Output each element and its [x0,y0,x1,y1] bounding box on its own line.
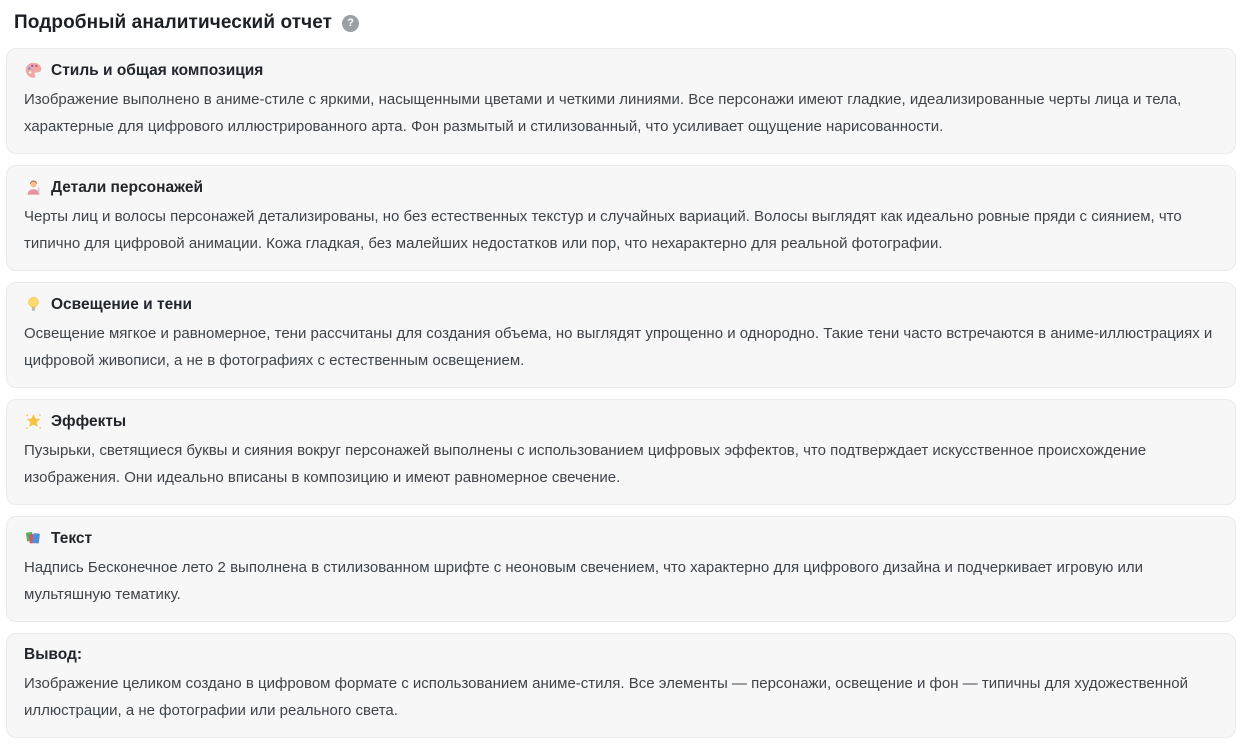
section-title: Детали персонажей [51,178,203,196]
section-heading-row [24,412,1218,431]
section-style-composition [6,48,1236,154]
help-icon[interactable]: ? [342,15,359,32]
section-body: Изображение выполнено в аниме-стиле с яркими, насыщенными цветами и четкими линиями. Все персонажи имеют гладкие, идеализированные черты лица и тела, характерные для цифрового иллюстрированного арта. Фон размытый и стилизованный, что усиливает ощущение нарисованности. [24,91,1182,135]
section-text [6,516,1236,622]
section-lighting-shadows [6,282,1236,388]
section-conclusion [6,633,1236,738]
section-heading-row [24,646,1218,664]
artist-person-icon [24,178,43,197]
section-heading-row [24,295,1218,314]
section-title: Стиль и общая композиция [51,61,264,79]
report-header [6,10,1236,48]
section-heading-row [24,178,1218,197]
section-heading-row [24,61,1218,80]
section-body: Изображение целиком создано в цифровом формате с использованием аниме-стиля. Все элементы — персонажи, освещение и фон — типичны для художественной иллюстрации, а не фотографии или реального света. [24,675,1189,719]
section-body: Пузырьки, светящиеся буквы и сияния вокруг персонажей выполнены с использованием цифровых эффектов, что подтверждает искусственное происхождение изображения. Они идеально вписаны в композицию и имеют равномерное свечение. [24,442,1147,486]
glowing-star-icon [24,412,43,431]
light-bulb-icon [24,295,43,314]
section-title: Освещение и тени [51,295,193,313]
page-title: Подробный аналитический отчет [14,12,333,33]
books-icon [24,529,43,548]
section-character-details [6,165,1236,271]
section-body: Черты лиц и волосы персонажей детализированы, но без естественных текстур и случайных вариаций. Волосы выглядят как идеально ровные пряди с сиянием, что типично для цифровой анимации. Кожа гладкая, без малейших недостатков или пор, что нехарактерно для реальной фотографии. [24,208,1182,252]
section-body: Надпись Бесконечное лето 2 выполнена в стилизованном шрифте с неоновым свечением, что характерно для цифрового дизайна и подчеркивает игровую или мультяшную тематику. [24,559,1144,603]
section-title: Текст [51,529,93,547]
section-heading-row [24,529,1218,548]
section-title: Вывод: [24,646,83,663]
section-effects [6,399,1236,505]
palette-icon [24,61,43,80]
section-title: Эффекты [51,412,127,430]
section-body: Освещение мягкое и равномерное, тени рассчитаны для создания объема, но выглядят упрощенно и однородно. Такие тени часто встречаются в аниме-иллюстрациях и цифровой живописи, а не в фотографиях с естественным освещением. [24,325,1213,369]
